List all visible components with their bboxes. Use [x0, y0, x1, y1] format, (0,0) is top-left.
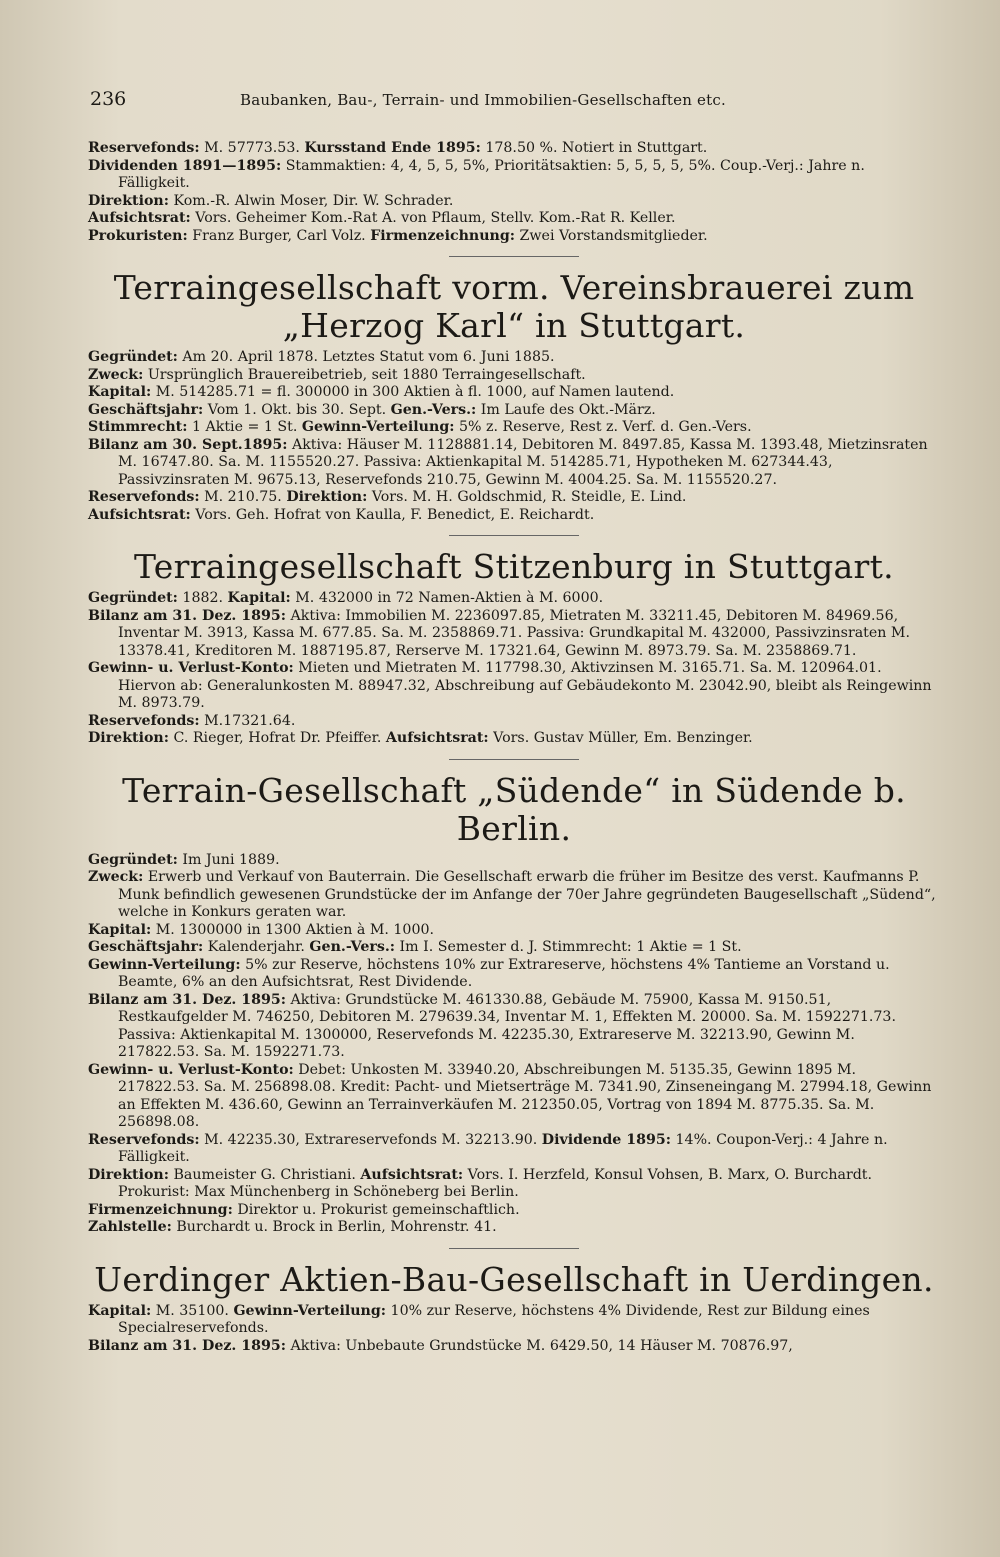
- company-title-line: Terrain-Gesellschaft „Südende“ in Südende b. Berlin.: [122, 770, 906, 848]
- field-value: M. 57773.53.: [199, 140, 305, 156]
- field-key: Firmenzeichnung:: [88, 1201, 233, 1218]
- field-key: Gen.-Vers.:: [309, 939, 396, 955]
- entry-paragraph: [88, 367, 940, 385]
- running-title: Baubanken, Bau-, Terrain- und Immobilien-Gesellschaften etc.: [240, 91, 726, 109]
- field-value: Im Laufe des Okt.-März.: [476, 401, 656, 418]
- section-separator: [449, 256, 579, 257]
- company-title: [88, 548, 940, 586]
- company-title: [88, 269, 940, 345]
- entry-paragraph: [88, 489, 940, 507]
- field-key: Zweck:: [88, 869, 144, 885]
- field-value: 5% zur Reserve, höchstens 10% zur Extrareserve, höchstens 4% Tantieme an Vorstand u. Beamte, 6% an den Aufsichtsrat, Rest Dividende.: [118, 956, 890, 990]
- field-key: Zahlstelle:: [88, 1219, 172, 1235]
- field-key: Gewinn-Verteilung:: [233, 1302, 387, 1319]
- field-key: Gewinn- u. Verlust-Konto:: [88, 1061, 294, 1078]
- field-key: Reservefonds:: [88, 140, 200, 156]
- field-value: Aktiva: Häuser M. 1128881.14, Debitoren M. 8497.85, Kassa M. 1393.48, Mietzinsraten M. 16747.80. Sa. M. 1155520.27. Passiva: Aktienkapital M. 514285.71, Hypotheken M. 627344.43, Passivzinsraten M. 9675.13, Reservefonds 210.75, Gewinn M. 4004.25. Sa. M. 1155520.27.: [118, 436, 928, 488]
- field-value: M.17321.64.: [199, 712, 296, 729]
- field-key: Bilanz am 31. Dez. 1895:: [88, 991, 287, 1008]
- entry-paragraph: [88, 228, 940, 246]
- field-key: Aufsichtsrat:: [88, 506, 191, 523]
- field-key: Kapital:: [227, 590, 291, 606]
- company-entry: [88, 1261, 940, 1356]
- entry-paragraph: [88, 852, 940, 870]
- field-value: Kom.-R. Alwin Moser, Dir. W. Schrader.: [168, 192, 454, 209]
- field-value: 1882.: [177, 590, 228, 606]
- field-value: Aktiva: Unbebaute Grundstücke M. 6429.50, 14 Häuser M. 70876.97,: [286, 1337, 793, 1354]
- company-title-line: Terraingesellschaft vorm. Vereinsbrauerei zum: [113, 268, 915, 307]
- entry-paragraph: [88, 660, 940, 713]
- entry-paragraph: [88, 419, 940, 437]
- field-key: Direktion:: [88, 192, 169, 209]
- page-number: 236: [90, 88, 127, 110]
- field-key: Reservefonds:: [88, 1131, 200, 1148]
- entry-paragraph: [88, 922, 940, 940]
- company-title: [88, 772, 940, 848]
- company-title-line: „Herzog Karl“ in Stuttgart.: [282, 306, 746, 345]
- field-key: Aufsichtsrat:: [385, 730, 489, 746]
- field-key: Firmenzeichnung:: [370, 227, 516, 244]
- field-value: Vom 1. Okt. bis 30. Sept.: [203, 401, 391, 418]
- field-key: Kapital:: [88, 921, 152, 938]
- entry-paragraph: [88, 590, 940, 608]
- field-value: Stammaktien: 4, 4, 5, 5, 5%, Prioritätsaktien: 5, 5, 5, 5, 5%. Coup.-Verj.: Jahre n. Fälligkeit.: [118, 157, 865, 191]
- field-key: Kapital:: [88, 1302, 152, 1319]
- entry-paragraph: [88, 210, 940, 228]
- field-key: Dividenden 1891—1895:: [88, 157, 282, 174]
- entry-paragraph: [88, 1062, 940, 1132]
- field-value: Vors. I. Herzfeld, Konsul Vohsen, B. Marx, O. Burchardt. Prokurist: Max Münchenberg in Schöneberg bei Berlin.: [118, 1166, 873, 1200]
- entry-paragraph: [88, 1303, 940, 1338]
- field-key: Gegründet:: [88, 851, 178, 868]
- company-title: [88, 1261, 940, 1299]
- field-value: M. 514285.71 = fl. 300000 in 300 Aktien à fl. 1000, auf Namen lautend.: [151, 384, 675, 400]
- field-key: Kapital:: [88, 384, 152, 400]
- entry-paragraph: [88, 158, 940, 193]
- entry-paragraph: [88, 349, 940, 367]
- field-key: Bilanz am 30. Sept.1895:: [88, 436, 288, 453]
- entry-paragraph: [88, 402, 940, 420]
- field-key: Direktion:: [88, 1166, 169, 1183]
- field-key: Gewinn-Verteilung:: [301, 419, 455, 435]
- field-key: Gegründet:: [88, 349, 178, 365]
- entry-paragraph: [88, 1202, 940, 1220]
- field-key: Zweck:: [88, 366, 144, 383]
- entry-paragraph: [88, 730, 940, 748]
- entry-paragraph: [88, 957, 940, 992]
- field-key: Stimmrecht:: [88, 419, 188, 435]
- field-value: Baumeister G. Christiani.: [168, 1166, 361, 1183]
- entry-paragraph: [88, 992, 940, 1062]
- field-key: Gen.-Vers.:: [390, 401, 477, 418]
- field-key: Reservefonds:: [88, 712, 200, 729]
- field-value: 14%. Coupon-Verj.: 4 Jahre n. Fälligkeit.: [118, 1131, 888, 1165]
- document-body: [88, 140, 940, 1355]
- field-value: Franz Burger, Carl Volz.: [187, 227, 371, 244]
- section-separator: [449, 1248, 579, 1249]
- field-value: 5% z. Reserve, Rest z. Verf. d. Gen.-Vers.: [454, 419, 752, 435]
- field-value: Erwerb und Verkauf von Bauterrain. Die Gesellschaft erwarb die früher im Besitze des verst. Kaufmanns P. Munk befindlich gewesenen Grundstücke der im Anfange der 70er Jahre gegründeten Baugesellschaft „Südend“, welche in Konkurs geraten war.: [118, 869, 936, 920]
- company-entry: [88, 269, 940, 524]
- entry-paragraph: [88, 869, 940, 922]
- company-entry: [88, 548, 940, 748]
- field-key: Direktion:: [286, 489, 368, 505]
- field-value: Im Juni 1889.: [177, 851, 280, 868]
- field-key: Prokuristen:: [88, 227, 188, 244]
- field-value: 178.50 %. Notiert in Stuttgart.: [480, 140, 708, 156]
- field-key: Bilanz am 31. Dez. 1895:: [88, 607, 287, 624]
- field-value: Aktiva: Immobilien M. 2236097.85, Mietraten M. 33211.45, Debitoren M. 84969.56, Inventar M. 3913, Kassa M. 677.85. Sa. M. 2358869.71. Passiva: Grundkapital M. 432000, Passivzinsraten M. 13378.41, Kreditoren M. 1887195.87, Rerserve M. 17321.64, Gewinn M. 8973.79. Sa. M. 2358869.71.: [118, 607, 910, 659]
- field-key: Kursstand Ende 1895:: [304, 140, 481, 156]
- field-key: Aufsichtsrat:: [360, 1166, 464, 1183]
- field-value: Debet: Unkosten M. 33940.20, Abschreibungen M. 5135.35, Gewinn 1895 M. 217822.53. Sa. M. 256898.08. Kredit: Pacht- und Mietserträge M. 7341.90, Zinseneingang M. 27994.18, Gewinn an Effekten M. 436.60, Gewinn an Terrainverkäufen M. 212350.05, Vortrag von 1894 M. 8775.35. Sa. M. 256898.08.: [118, 1061, 932, 1130]
- field-key: Geschäftsjahr:: [88, 939, 204, 955]
- field-key: Bilanz am 31. Dez. 1895:: [88, 1337, 287, 1354]
- field-value: 1 Aktie = 1 St.: [187, 419, 302, 435]
- field-value: Direktor u. Prokurist gemeinschaftlich.: [232, 1201, 520, 1218]
- field-key: Gewinn- u. Verlust-Konto:: [88, 660, 294, 676]
- entry-paragraph: [88, 939, 940, 957]
- field-value: Im I. Semester d. J. Stimmrecht: 1 Aktie = 1 St.: [395, 939, 742, 955]
- page-header: [88, 88, 940, 110]
- field-key: Aufsichtsrat:: [88, 210, 191, 226]
- field-value: Vors. M. H. Goldschmid, R. Steidle, E. Lind.: [367, 489, 687, 505]
- field-value: Aktiva: Grundstücke M. 461330.88, Gebäude M. 75900, Kassa M. 9150.51, Restkaufgelder M. 746250, Debitoren M. 279639.34, Inventar M. 1, Effekten M. 20000. Sa. M. 1592271.73. Passiva: Aktienkapital M. 1300000, Reservefonds M. 42235.30, Extrareserve M. 32213.90, Gewinn M. 217822.53. Sa. M. 1592271.73.: [118, 991, 896, 1060]
- entry-paragraph: [88, 1219, 940, 1237]
- field-key: Geschäftsjahr:: [88, 401, 204, 418]
- field-key: Dividende 1895:: [541, 1131, 671, 1148]
- field-value: M. 35100.: [151, 1302, 234, 1319]
- field-value: M. 1300000 in 1300 Aktien à M. 1000.: [151, 921, 435, 938]
- entry-paragraph: [88, 437, 940, 490]
- entry-paragraph: [88, 193, 940, 211]
- field-key: Gewinn-Verteilung:: [88, 956, 241, 973]
- field-value: Kalenderjahr.: [203, 939, 310, 955]
- field-value: Vors. Geh. Hofrat von Kaulla, F. Benedict, E. Reichardt.: [190, 506, 595, 523]
- field-value: Am 20. April 1878. Letztes Statut vom 6. Juni 1885.: [177, 349, 555, 365]
- entry-paragraph: [88, 507, 940, 525]
- company-entry: [88, 140, 940, 245]
- field-value: M. 210.75.: [199, 489, 287, 505]
- section-separator: [449, 535, 579, 536]
- field-value: M. 42235.30, Extrareservefonds M. 32213.90.: [199, 1131, 542, 1148]
- field-value: Vors. Gustav Müller, Em. Benzinger.: [488, 730, 753, 746]
- entry-paragraph: [88, 140, 940, 158]
- entry-paragraph: [88, 1338, 940, 1356]
- entry-paragraph: [88, 384, 940, 402]
- field-value: Zwei Vorstandsmitglieder.: [515, 227, 708, 244]
- field-value: M. 432000 in 72 Namen-Aktien à M. 6000.: [290, 590, 604, 606]
- field-value: Mieten und Mietraten M. 117798.30, Aktivzinsen M. 3165.71. Sa. M. 120964.01. Hiervon ab: Generalunkosten M. 88947.32, Abschreibung auf Gebäudekonto M. 23042.90, bleibt als Reingewinn M. 8973.79.: [118, 660, 932, 711]
- entry-paragraph: [88, 608, 940, 661]
- field-key: Reservefonds:: [88, 489, 200, 505]
- field-value: 10% zur Reserve, höchstens 4% Dividende, Rest zur Bildung eines Specialreservefonds.: [118, 1302, 870, 1336]
- entry-paragraph: [88, 1167, 940, 1202]
- company-entry: [88, 772, 940, 1237]
- field-value: C. Rieger, Hofrat Dr. Pfeiffer.: [168, 730, 386, 746]
- company-title-line: Uerdinger Aktien-Bau-Gesellschaft in Uerdingen.: [94, 1259, 934, 1299]
- field-key: Direktion:: [88, 730, 169, 746]
- entry-paragraph: [88, 1132, 940, 1167]
- section-separator: [449, 759, 579, 760]
- field-value: Ursprünglich Brauereibetrieb, seit 1880 Terraingesellschaft.: [143, 366, 586, 383]
- field-value: Burchardt u. Brock in Berlin, Mohrenstr. 41.: [171, 1219, 497, 1235]
- field-value: Vors. Geheimer Kom.-Rat A. von Pflaum, Stellv. Kom.-Rat R. Keller.: [190, 210, 676, 226]
- field-key: Gegründet:: [88, 590, 178, 606]
- company-title-line: Terraingesellschaft Stitzenburg in Stuttgart.: [134, 547, 894, 586]
- entry-paragraph: [88, 713, 940, 731]
